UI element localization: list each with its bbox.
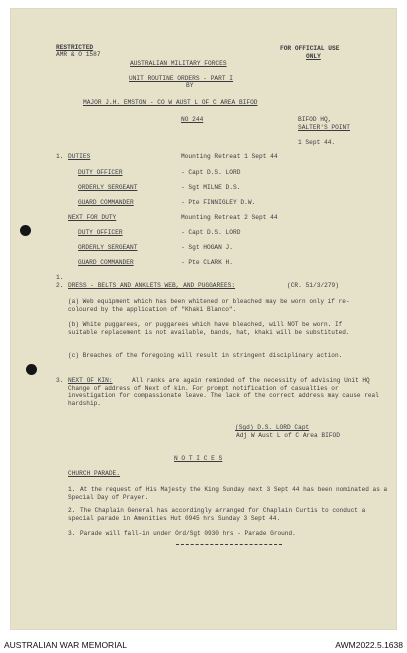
punch-hole-top — [20, 225, 31, 236]
dress-paragraph-b: (b) White puggarees, or puggarees which have bleached, will NOT be worn. If suitable replacement is not available, bands, hat, khaki will be substituted. — [68, 321, 350, 336]
duty-role: GUARD COMMANDER — [78, 199, 134, 206]
orders-by: BY — [186, 82, 194, 89]
notice-number: 2. — [68, 507, 76, 514]
hq-place: SALTER'S POINT — [298, 124, 350, 131]
duty-role: ORDERLY SERGEANT — [78, 184, 138, 191]
hq-label: BIFOD HQ, — [298, 116, 332, 123]
duty-person: - Pte CLARK H. — [181, 259, 233, 266]
restricted-label: RESTRICTED — [56, 44, 94, 51]
signature-title: Adj W Aust L of C Area BIFOD — [236, 432, 340, 439]
official-use-label: FOR OFFICIAL USE — [280, 45, 340, 52]
notice-number: 3. — [68, 530, 76, 537]
next-for-duty-heading: NEXT FOR DUTY — [68, 214, 117, 221]
duties-heading: DUTIES — [68, 153, 91, 160]
signature-line: (Sgd) D.S. LORD Capt — [235, 424, 310, 431]
notice-text: Parade will fall-in under Ord/Sgt 0930 hrs - Parade Ground. — [80, 530, 296, 537]
footer-accession-number: AWM2022.5.1638 — [335, 640, 403, 650]
notice-text: The Chaplain General has accordingly arranged for Chaplain Curtis to conduct a special parade in Amenities Hut 0945 hrs Sunday 3 Sept 44. — [68, 507, 366, 522]
notices-heading: N O T I C E S — [174, 455, 223, 462]
duties-number: 1. — [56, 153, 64, 160]
force-title: AUSTRALIAN MILITARY FORCES — [130, 60, 227, 67]
dress-number-b: 2. — [56, 282, 64, 289]
duties-mounting-2: Mounting Retreat 2 Sept 44 — [181, 214, 278, 221]
punch-hole-bottom — [26, 364, 37, 375]
orders-number: NO 244 — [181, 116, 204, 123]
notice-text: At the request of His Majesty the King Sunday next 3 Sept 44 has been nominated as a Special Day of Prayer. — [68, 486, 388, 501]
duty-person: - Sgt MILNE D.S. — [181, 184, 241, 191]
next-of-kin-heading: NEXT OF KIN: — [68, 377, 113, 384]
document-page — [10, 8, 397, 630]
duty-role: DUTY OFFICER — [78, 229, 123, 236]
amr-reference: AMR & O 1587 — [56, 51, 101, 58]
closing-rule — [176, 544, 282, 545]
duty-role: GUARD COMMANDER — [78, 259, 134, 266]
duty-person: - Capt D.S. LORD — [181, 229, 241, 236]
footer-institution: AUSTRALIAN WAR MEMORIAL — [4, 640, 127, 650]
orders-title: UNIT ROUTINE ORDERS - PART I — [129, 75, 233, 82]
duty-person: - Sgt HOGAN J. — [181, 244, 233, 251]
dress-heading: DRESS - BELTS AND ANKLETS WEB, AND PUGGAREES: — [68, 282, 236, 289]
duty-role: DUTY OFFICER — [78, 169, 123, 176]
archive-footer — [0, 637, 407, 653]
duty-person: - Capt D.S. LORD — [181, 169, 241, 176]
official-use-only: ONLY — [306, 53, 321, 60]
orders-date: 1 Sept 44. — [298, 139, 336, 146]
dress-paragraph-a: (a) Web equipment which has been whitened or bleached may be worn only if re-coloured by the application of "Khaki Blanco". — [68, 298, 350, 313]
duty-role: ORDERLY SERGEANT — [78, 244, 138, 251]
notice-number: 1. — [68, 486, 76, 493]
dress-number-a: 1. — [56, 274, 64, 281]
dress-paragraph-c: (c) Breaches of the foregoing will result in stringent disciplinary action. — [68, 352, 343, 359]
orders-author: MAJOR J.H. EMSTON - CO W AUST L OF C AREA BIFOD — [83, 99, 258, 106]
next-of-kin-text: All ranks are again reminded of the necessity of advising Unit HQ Change of address of Next of kin. For prompt notification of casualties or investigation for compassionate leave. The lack of the correct address may cause real hardship. — [68, 377, 379, 407]
duties-mounting-1: Mounting Retreat 1 Sept 44 — [181, 153, 278, 160]
dress-reference: (CR. 51/3/279) — [287, 282, 339, 289]
next-of-kin-number: 3. — [56, 377, 64, 384]
duty-person: - Pte FINNIGLEY D.W. — [181, 199, 256, 206]
church-parade-heading: CHURCH PARADE. — [68, 470, 120, 477]
